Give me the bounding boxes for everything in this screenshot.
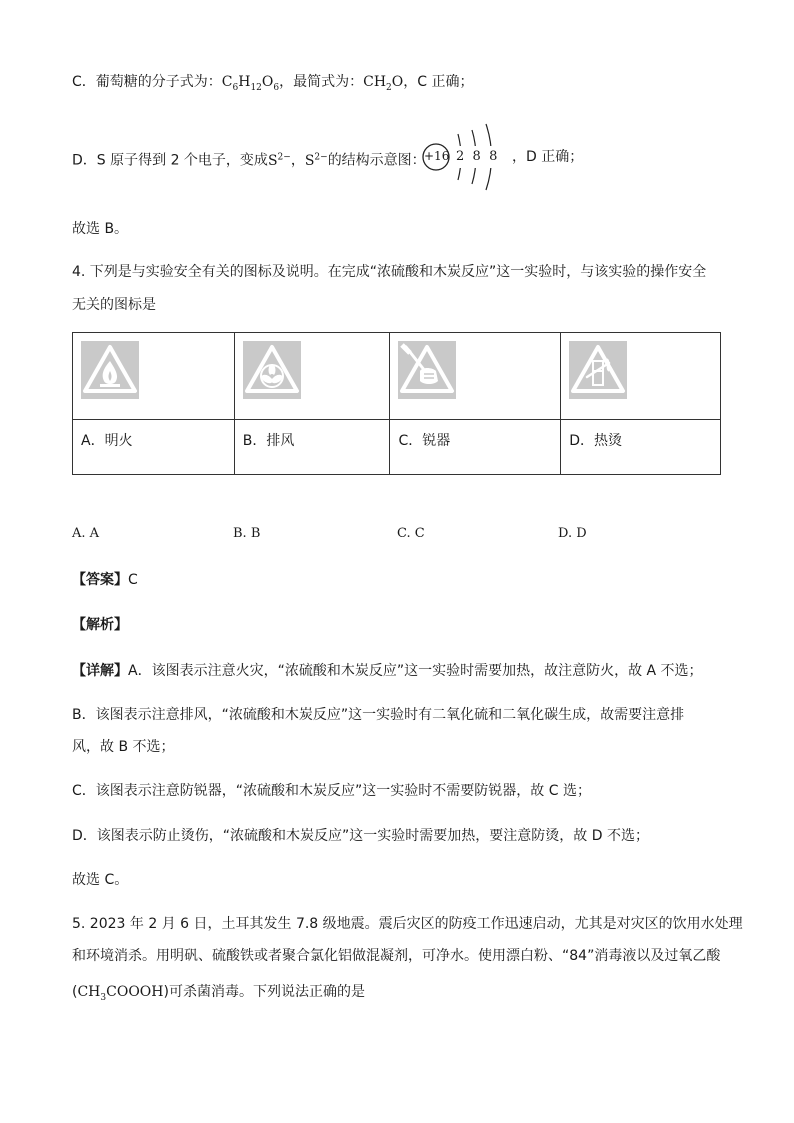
sharp-object-icon <box>398 341 456 399</box>
label-cell-c: C．锐器 <box>390 420 561 475</box>
option-d-suffix: ，D 正确； <box>512 149 584 165</box>
label-cell-b: B．排风 <box>234 420 390 475</box>
q5-line3: $(CH_3COOOH)$可杀菌消毒。下列说法正确的是 <box>72 984 365 1003</box>
option-d-prefix: D．S 原子得到 2 个电子，变成 <box>72 152 268 169</box>
option-d-line: D．S 原子得到 2 个电子，变成$S^{2-}$，$S^{2-}$的结构示意图： <box>72 152 426 169</box>
q4-conclusion: 故选 C。 <box>72 872 129 888</box>
hot-surface-icon <box>569 341 627 399</box>
q5-line3-rest: )可杀菌消毒。下列说法正确的是 <box>163 984 365 1000</box>
icon-cell-d <box>561 333 721 420</box>
detail-b-line2: 风，故 B 不选； <box>72 739 175 755</box>
glucose-formula: $C_6H_{12}O_6$ <box>221 74 280 93</box>
option-c-suffix: ，C 正确； <box>403 74 474 90</box>
detail-a-line <box>72 661 703 681</box>
open-flame-icon <box>81 341 139 399</box>
label-cell-d: D．热烫 <box>561 420 721 475</box>
icon-cell-a <box>73 333 235 420</box>
analysis-tag: 【解析】 <box>72 617 128 633</box>
q4-stem-line1: 4. 下列是与实验安全有关的图标及说明。在完成“浓硫酸和木炭反应”这一实验时，与该实验的操作安全 <box>72 264 707 280</box>
icon-cell-b <box>234 333 390 420</box>
q5-line1: 5. 2023 年 2 月 6 日，土耳其发生 7.8 级地震。震后灾区的防疫工作迅速启动，尤其是对灾区的饮用水处理 <box>72 916 743 932</box>
answer-value: C <box>128 572 138 588</box>
choice-b: B. B <box>233 526 261 541</box>
detail-d: D．该图表示防止烫伤，“浓硫酸和木炭反应”这一实验时需要加热，要注意防烫，故 D 不选； <box>72 828 649 844</box>
option-d-mid: 的结构示意图： <box>327 152 426 169</box>
choice-a: A. A <box>72 526 100 541</box>
option-c-mid: ，最简式为： <box>279 74 364 90</box>
q4-stem-line2: 无关的图标是 <box>72 297 156 313</box>
sulfide-structure-diagram <box>420 120 510 192</box>
choice-c: C. C <box>397 526 425 541</box>
sulfide-ion-2: $S^{2-}$ <box>304 152 328 169</box>
option-c-prefix: C．葡萄糖的分子式为： <box>72 74 222 90</box>
nucleus-label: +16 <box>424 149 450 163</box>
answer-tag: 【答案】 <box>72 572 128 588</box>
option-c-line <box>72 72 474 98</box>
label-cell-a: A．明火 <box>73 420 235 475</box>
choice-d: D. D <box>558 526 587 541</box>
detail-a: A．该图表示注意火灾，“浓硫酸和木炭反应”这一实验时需要加热，故注意防火，故 A 不选； <box>128 663 703 679</box>
sulfide-ion: $S^{2-}$ <box>267 152 291 169</box>
q5-line2: 和环境消杀。用明矾、硫酸铁或者聚合氯化铝做混凝剂，可净水。使用漂白粉、“84”消毒液以及过氧乙酸 <box>72 948 721 964</box>
answer-line <box>72 570 138 590</box>
exhaust-fan-icon <box>243 341 301 399</box>
empirical-formula: $CH_2O$ <box>363 74 404 93</box>
detail-c: C．该图表示注意防锐器，“浓硫酸和木炭反应”这一实验时不需要防锐器，故 C 选； <box>72 783 591 799</box>
safety-icon-table <box>72 332 721 475</box>
shell-electrons: 2 8 8 <box>456 149 498 164</box>
icon-cell-c <box>390 333 561 420</box>
detail-tag: 【详解】 <box>72 663 128 679</box>
prev-conclusion: 故选 B。 <box>72 221 129 237</box>
detail-b-line1: B．该图表示注意排风，“浓硫酸和木炭反应”这一实验时有二氧化硫和二氧化碳生成，故需要注意排 <box>72 707 685 723</box>
peracetic-acid-formula: $CH_3COOOH$ <box>77 984 164 1003</box>
